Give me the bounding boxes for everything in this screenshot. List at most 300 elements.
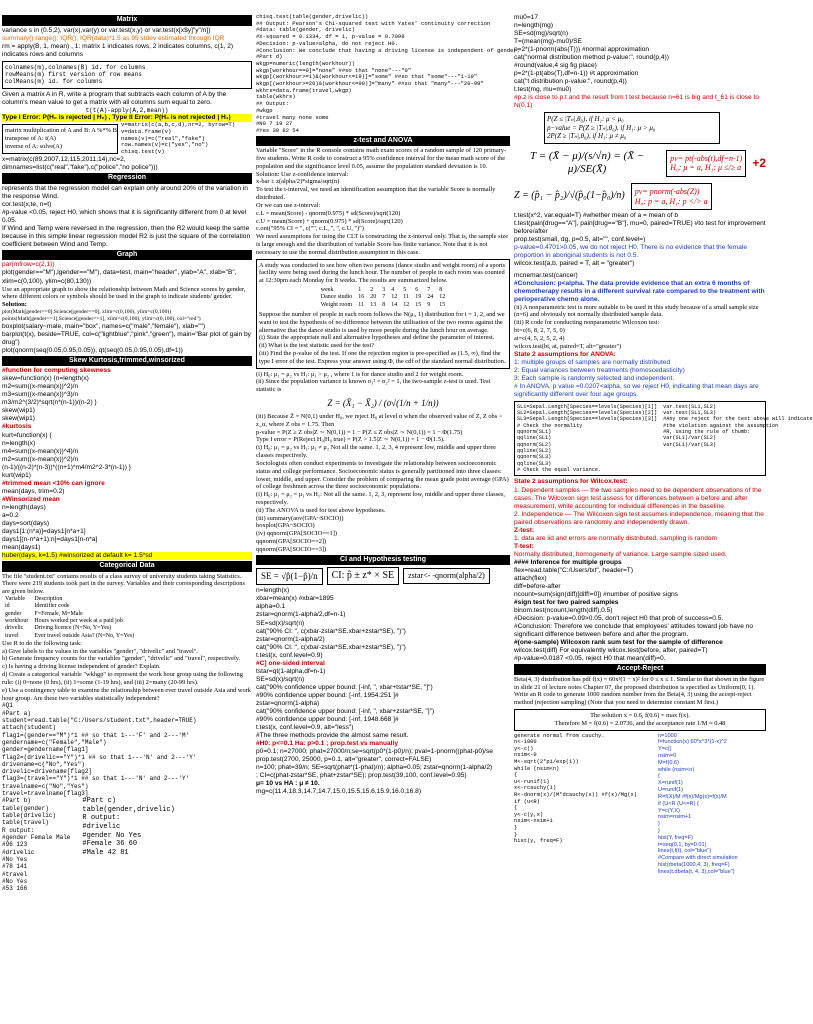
code-line: #X-squared = 0.1334, df = 1, p-value = 0.7099: [256, 33, 405, 41]
table-cell: 13: [370, 301, 377, 308]
pvalue-line: 2P(Z ≥ |Tₙ|,θ₀), if H₁: μ ≠ μ₀: [547, 132, 627, 141]
code-line: qqnorm(SL1): [517, 429, 552, 436]
table-cell: 12: [403, 301, 410, 308]
skew-code-line: huber(days, k=1.5) #winsorized at default k= 1.5*sd: [2, 552, 252, 560]
prop-line: n=100; phat=39/n; SE=sqrt(phat*(1-phat)/n); alpha=0.05; zstar=qnorm(1-alpha/2): [256, 764, 493, 772]
matrix-header: Matrix: [2, 15, 252, 26]
code-line: cat("normal distribution method p-value:", round(p,4)): [514, 54, 669, 62]
graph-line: Solution:: [2, 301, 27, 309]
t-pvalue-note: pv= pt(-abs(t),df=n-1): [670, 153, 743, 163]
skew-code-line: a=0.2: [2, 511, 19, 519]
table-cell: 14: [391, 301, 398, 308]
matrix-box-row: [2, 122, 252, 156]
table-cell: gender: [5, 610, 22, 617]
beta-m: Therefore M = f(0.6) = 2.0736, and the acceptance rate 1/M ≈ 0.48: [554, 719, 726, 727]
code-line: #Decision: p-value>alpha, do not reject H0.: [256, 39, 398, 47]
prop-line: mg=c(11.4,18.3,14.7,14.7,15.0,15.5,15.6,15.9,16.0,16.8): [256, 788, 422, 796]
table-cell: Hours worked per week at a paid job: [34, 617, 123, 624]
z-pvalue-note: pv= pnorm(-abs(Z)): [634, 186, 700, 196]
code-line: cat("90% CI: ", c(xbar-zstar*SE,xbar+zstar*SE), ")"): [256, 643, 406, 651]
code-line: M=f(0.6): [658, 759, 679, 766]
code-line: #gender Female Male: [2, 833, 71, 841]
table-cell: 8: [439, 287, 443, 293]
code-line: #Q1: [2, 702, 13, 710]
skew-code-line: #function for computing skewness: [2, 367, 111, 375]
skew-header: Skew Kurtosis,trimmed,winsorized: [2, 356, 252, 367]
graph-line: plot(gender=="M"),lgender=="M"), data=test, main="header", ylab="A", xlab="B", xlim=c(0,100), ylim=c(80,130)): [2, 269, 237, 285]
graph-line: Use an appropriate graph to show the relationship between Math and Science scores by gender, where different colors or symbols should be used in the graph to indicate students' gender.: [2, 285, 246, 301]
code-line: f=function(x) 60*x^3*(1-x)^2: [658, 739, 727, 746]
code-line: U=runif(1): [658, 787, 684, 794]
skew-code-line: (n-1)/((n-2)*(n-3))*((n+1)*m4/m2^2-3*(n-1)) }: [2, 463, 131, 471]
assumption-line: 2. Independence — The Wilcoxon sign test assumes independence, meaning that the paired observations are randomly and independently drawn.: [514, 510, 764, 526]
categorical-code-columns: [2, 797, 252, 892]
regression-line: If Wind and Temp were reversed in the regression, then the R2 would keep the same because in this simple linear regression model R2 is just the square of the correlation coefficient between Wind and Temp.: [2, 224, 251, 248]
code-line: v=data.frame(v): [121, 127, 172, 135]
solution-line: (i) H₀: μ₁ = μ₂ = μ₃ vs H₁: Not all the same. 1, 2, 3, represent low, middle and upper three classes, respectively.: [256, 491, 505, 506]
pvalue-line: p−value = P(Z ≥ |Tₙ|,θ₀), if H₁: μ > μ₀: [547, 123, 656, 132]
categorical-vars-table: [2, 596, 137, 640]
code-line: qqline(SL3): [517, 460, 552, 467]
code-line: #Part b): [2, 797, 31, 805]
table-cell: Variable: [5, 595, 25, 602]
plus-two-note: +2: [752, 156, 766, 171]
table-cell: Weight room: [320, 301, 353, 308]
code-line: Y=c(Y,X): [658, 807, 680, 814]
inference-line: #(one-sample) Wilcoxon rank sum test for the sample of difference: [514, 639, 723, 647]
skew-code-line: m3=sum((x-mean(x))^3)/n: [2, 391, 79, 399]
code-line: qqline(SL2): [517, 448, 552, 455]
code-line: SE=sd(mg)/sqrt(n): [514, 30, 569, 38]
column-3: [514, 14, 813, 1022]
t-formula: T = (X̄ − μ)/(s/√n) = (X̄ − μ)/SE(X̄): [530, 149, 645, 176]
ci-formula-row: [256, 567, 510, 585]
t-test-assumption: Normally distributed, homogeneity of variance. Large sample sized used.: [514, 550, 727, 558]
table-cell: Dance studio: [320, 294, 353, 301]
matrix-text-0: Given a matrix A in R, write a program that subtracts each column of A by the column's mean value to get a matrix with all columns sum equal to zero.: [2, 90, 227, 106]
code-line: student=read.table("C:/Users/student.txt",header=TRUE): [2, 716, 197, 724]
skew-list: [2, 367, 252, 560]
code-line: hist(y, freq=F): [514, 838, 563, 845]
table-cell: 11: [358, 301, 365, 308]
beta-code: [658, 733, 738, 876]
code-line: table(drivelic): [2, 812, 57, 820]
pvalue-line: P(Z ≤ |Tₙ|,θ₀), if H₁: μ < μ₀: [547, 115, 624, 124]
assumption-line: 3: Each sample is randomly selected and independent.: [514, 374, 675, 382]
code-line: cat("90% confidence upper bound: [-inf, ", xbar+zstar*SE, "]"): [256, 707, 435, 715]
code-line: gender=gendername[flag1]: [2, 746, 89, 754]
code-line: ## Output: Pearson's Chi-squared test with Yates' continuity correction: [256, 19, 491, 27]
categorical-tasks: [2, 640, 252, 703]
nonparametric-text: [514, 304, 766, 351]
code-line: table(wkhrs): [256, 93, 296, 101]
code-line: #90% confidence upper bound: [-inf, 1954.251 ]#: [256, 691, 399, 699]
table-cell: 8: [382, 301, 386, 308]
code-line: drivelic=drivename[flag2]: [2, 768, 93, 776]
matrix-code: [121, 122, 235, 156]
code-line: {: [658, 773, 660, 780]
problem-line: Suppose the number of people in each room follows the N(μᵢ, 1) distribution for i = 1, 2, and we want to test the hypothesis of no difference between the utilisation of the two rooms against the alternative that the dance studio is used by more people during the lunch hour on average.: [259, 310, 505, 334]
socio-solution: [256, 491, 510, 554]
table-cell: 12: [391, 294, 398, 301]
beta-problem: Beta(4, 3) distribution has pdf f(x) = 60x³(1 − x)² for 0 ≤ x ≤ 1. Similar to that shown in the figure in slide 21 of lecture notes Chapter 07, the proposed distribution is specified as Uniform(0, 1). Write an R code to generate 1000 random number from the Beta(4, 3) using the accept-reject method (rejection sampling) (Note that you need to determine constant M first.): [514, 675, 765, 707]
regression-line: cor.test(x,te, n=t): [2, 200, 52, 208]
inference-header: #### Inference for multiple groups: [514, 558, 622, 566]
z-test-assumption-header: Z-test:: [514, 526, 535, 534]
code-line: #travel many none some: [256, 113, 329, 121]
assumption-line: 1: multiple groups of samples are normally distributed: [514, 358, 671, 366]
categorical-header: Categorical Data: [2, 561, 252, 572]
solution-line: To test the t-interval, we need an identification assumption that the variable Score is normally distributed.: [256, 186, 496, 202]
code-line: while (nsim<n): [514, 765, 560, 772]
matrix-tail-1: dimnames=list(c("real","fake"),c("police","no police"))): [2, 164, 158, 172]
problem-line: (iii) Find the p-value of the test. If one the rejection region is pre-specified as (1.5, ∞), find the type I error of the test. Express your answer using Φ, the cdf of the standard normal distribution.: [259, 350, 506, 365]
z-formula-row: [514, 181, 766, 213]
accept-reject-header: Accept-Reject: [514, 664, 766, 675]
code-line: wkhrs=data.frame(travel,wkgp): [256, 86, 352, 94]
solution-line: c.L = mean(Score) - qnorm(0.975) * sd(Score)/sqrt(120): [256, 209, 401, 217]
skew-code-line: #Winsorized mean: [2, 495, 60, 503]
z-problem: Variable "Score" in the R console contains math exam scores of a random sample of 120 primary-five students. Write R code to construct a 95% confidence interval for the mean math score of the population and the significance level 0.05, assume the population standard deviation is 10.: [256, 147, 507, 170]
task-line: d) Create a categorical variable "wkhgp" to represent the work hour group using the following rule: (i) 0=none (0 hrs), (ii) 1=some (1-19 hrs), and (iii) 2=many (20-99 hrs).: [2, 671, 243, 686]
code-line: #C] one-sided interval: [256, 659, 325, 667]
code-line: R<-dnorm(x)/(M*dcauchy(x)) #f(x)/Mg(x): [514, 791, 637, 798]
code-line: travel=travelname[flag3]: [2, 790, 89, 798]
regression-header: Regression: [2, 173, 252, 184]
code-line: {: [514, 772, 518, 779]
inference-line: binom.test(ncount,length(diff),0.5): [514, 606, 613, 614]
code-line: if (u<R): [514, 798, 540, 805]
code-line: #90% confidence upper bound: [-inf, 1948.668 ]#: [256, 715, 399, 723]
beta-solution: The solution x = 0.6, f(0.6) = max f(x).: [590, 711, 690, 719]
code-line: #53 166: [2, 885, 28, 893]
solution-line: Or we can use z-interval:: [256, 201, 321, 209]
code-line: wkgp[(workhour>=20)&(workhour<=99)]="many" ##so that "many"---"20-99": [256, 80, 484, 88]
code-line: nsim<-nsim+1: [514, 818, 553, 825]
assumption-line: 1. Dependent samples — the two samples need to be dependent observations of the cases. The Wilcoxon sign test assess for differences between a before and after measurement, while accounting for individual differences in the baseline.: [514, 486, 762, 510]
test-line: p-value=0.4701>0.05, we do not reject H0. There is no evidence that the female proportion in aboriginal students is not 0.5.: [514, 244, 748, 260]
code-line: zstar=qnorm(1-alpha): [256, 699, 320, 707]
code-line: nsim<-0: [514, 752, 537, 759]
code-line: p=2*(1-pnorm(abs(T))) #normal approximation: [514, 46, 650, 54]
prop-line: prop.test(2700, 25000, p=0.1, alt="greater", correct=FALSE): [256, 756, 432, 764]
table-cell: travel: [5, 632, 19, 639]
problem-line: (i) State the appropriate null and alternative hypotheses and define the parameter of interest.: [259, 334, 495, 342]
code-line: cat("90% CI: ", c(xbar-zstar*SE,xbar+zstar*SE), ")"): [256, 627, 406, 635]
inference-line: wilcox.test(diff) For equivalently wilcox.test(before, after, paired=T): [514, 647, 708, 655]
matrix-table-row: colnames(m),colnames(B) id. for columns: [5, 63, 146, 71]
table-cell: 3: [382, 287, 386, 293]
graph-line: plot(qnorm(seq(0.05,0.95,0.05)), qt(seq(0.05,0.95,0.05),df=1)): [2, 346, 183, 354]
code-line: #the violation against the assumption: [663, 422, 779, 429]
code-line: zstar=qnorm(1-alpha/2,df=n-1): [256, 611, 346, 619]
matrix-tail-0: x=matrix(c(89,2007,12,115,2011,14),nc=2,: [2, 156, 126, 164]
code-line: xbar=mean(x) #xbar=1895: [256, 595, 334, 603]
inference-line: ncount=sum(sign(diff)[diff!=0]) #number of positive signs: [514, 590, 678, 598]
table-row: [2, 625, 137, 632]
code-line: M<-sqrt(2*pi/exp(1)): [514, 758, 579, 765]
code-line: qqline(SL1): [517, 435, 552, 442]
code-line: qqnorm(SL3): [517, 454, 552, 461]
table-cell: week: [320, 287, 334, 293]
table-cell: 20: [370, 294, 377, 301]
code-line: mu0=17: [514, 14, 539, 21]
code-line: #wkgp: [256, 106, 273, 114]
categorical-intro: The file "student.txt" contains results of a class survey of university students taking Statistics. There were 219 students took part in the survey. Variables and their corresponding descriptions are given below.: [2, 572, 245, 596]
regression-line: #p-value <0.05, reject H0, which shows that it is significantly different from 0 at level 0.05.: [2, 208, 247, 224]
skew-code-line: kurt=function(x) {: [2, 431, 52, 439]
code-line: #drivelic: [2, 848, 35, 856]
categorical-code-right: [82, 797, 174, 892]
matrix-box-line: transpose of A: t(A): [5, 134, 56, 142]
solution-line: p-value = P(Z ≥ Z obs|Z ∼ N(0,1)) = 1 − P(Z ≤ Z obs|Z ∼ N(0,1)) = 1 − Φ(1.75): [256, 428, 463, 436]
code-line: alpha=0.1: [256, 603, 286, 611]
z-test-header: z-test and ANOVA: [256, 136, 510, 147]
cauchy-code: [514, 733, 654, 876]
skew-code-line: n=length(x): [2, 439, 36, 447]
code-line: t.test(x, conf.level=0.9, alt="less"): [256, 723, 354, 731]
code-line: #R, using the rule of thumb:: [663, 429, 751, 436]
prop-line: p0=0.1; n=27000; phat=27000/n;se=sqrt(p0*(1-p0)/n); pval=1-pnorm((phat-p0)/se: [256, 748, 493, 755]
code-line: n<-1000: [514, 739, 537, 746]
code-line: #round(value,4 sig fig place): [514, 62, 597, 70]
solution-line: (ii) Since the population variance is known σ₁² = σ₂² = 1, the two-sample z-test is used. Test statistic is: [256, 378, 491, 394]
inference-line: #Decision: p-value=0.09>0.05, don't reject H0 that prob of success=0.5.: [514, 615, 724, 622]
test-line: prop.test(small, dg, p=0.5, alt="", conf.level=): [514, 236, 646, 244]
t-hypothesis-box: [666, 150, 746, 178]
table-cell: 11: [403, 294, 410, 301]
code-line: attach(student): [2, 724, 57, 732]
solution-line: c.U = mean(Score) + qnorm(0.975) * sd(Score)/sqrt(120): [256, 217, 403, 225]
socio-text: Sociologists often conduct experiments to investigate the relationship between socioeconomic status and college performance. Socioeconomic status is generally partitioned into three classes: lower, middle, and upper. Consider the problem of comparing the mean grade point average (GPA) of college freshmen across the three socioeconomic populations.: [256, 459, 509, 491]
skew-code-line: m3/m2^(3/2)*sqrt(n*(n-1))/(n-2) }: [2, 399, 97, 407]
graph-line: barplot(t(x), beside=TRUE, col=c("lightblue","pink","green"), main="Bar plot of gain by drug"): [2, 330, 251, 346]
code-line: #Female 36 60: [82, 840, 138, 849]
table-cell: Driving licence (N=No, Y=Yes): [34, 625, 112, 632]
beta-solution-box: [514, 709, 766, 731]
code-line: #p.z is close to p.t and the result from t test because n=61 is big and t_61 is close to N(0,1): [514, 94, 760, 110]
code-line: #96 123: [2, 841, 28, 849]
code-line: ## Output:: [256, 100, 290, 108]
test-line: t.test(x^2, var.equal=T) #whether mean of a = mean of b: [514, 212, 678, 220]
code-line: X=runif(1): [658, 780, 683, 787]
table-row: [318, 287, 449, 294]
code-line: SL2=Sepal.Length[Species==levels(Species)[2]]: [517, 410, 658, 417]
anova-assumptions: [514, 359, 766, 399]
code-line: }: [658, 827, 660, 834]
solution-line: We need assumptions for using the CLT is constructing the z-interval only. That is, the sample size is large enough and the distribution of variable Score has finite variance. Note that it is not necessary to use the normal distribution assumption in this case.: [256, 233, 509, 256]
matrix-ops-box: [2, 124, 118, 154]
code-line: table(travel): [2, 819, 49, 827]
nonpar-line: wilcox.test(bt, at, paired=T, alt="greater"): [514, 342, 622, 350]
code-line: flag1=(gender=="M")*1 ## so that 1---'F' and 2---'M': [2, 731, 190, 739]
table-cell: id: [5, 603, 10, 610]
solution-line: x-bar ± z(alpha/2)*sigma/sqrt(n): [256, 178, 340, 186]
z-hypothesis: H₀: p = a, H₁: p </> a: [634, 196, 708, 206]
code-line: flag2=(drivelic=="Y")*1 ## so that 1---'N' and 2---'Y': [2, 753, 197, 761]
solution-line: (iii) Because Z̄ = N(0,1) under H₀, we reject H₀ at level α when the observed value of Z, Z obs > z_α, where Z obs = 1.75. Then: [256, 413, 503, 428]
table-cell: 24: [427, 294, 434, 301]
table-cell: Identifier code: [34, 603, 70, 610]
task-line: b) Generate frequency counts for the variables "gender", "drivelic" and "travel", respectively.: [2, 655, 241, 663]
code-line: var(SL1)/var(SL3): [663, 441, 717, 448]
code-line: #78 141: [2, 863, 28, 871]
accept-reject-code: [514, 733, 766, 876]
code-line: #Yes 30 82 54: [256, 126, 299, 134]
code-line: chisq.test(table(gender,drivelic)): [256, 13, 369, 20]
ci-code: [256, 587, 510, 740]
table-cell: Description: [34, 595, 63, 602]
code-line: lines(t,dbeta(t, 4, 3),col="blue"): [658, 868, 735, 875]
code-line: Y=c(): [658, 746, 672, 753]
code-line: T=(mean(mg)-mu0)/SE: [514, 38, 582, 46]
matrix-box-line: matrix multiplication of A and B: A %*% B: [5, 127, 117, 134]
inference-line: attach(flex): [514, 574, 547, 582]
code-line: n=length(mg): [514, 22, 554, 30]
code-line: qqnorm(SL2): [517, 441, 552, 448]
code-line: SL3=Sepal.Length[Species==levels(Species)[3]]: [517, 416, 658, 423]
code-line: #No Yes: [2, 855, 28, 863]
code-line: hist(rbeta(1000,4, 3), freq=F): [658, 862, 730, 869]
code-line: # Check the equal variance.: [517, 467, 602, 474]
dance-solution: [256, 371, 510, 394]
code-line: while (nsim<n): [658, 766, 695, 773]
table-cell: 5: [403, 287, 407, 293]
code-line: # Check the normality: [517, 422, 583, 429]
table-cell: 4: [391, 287, 395, 293]
solution-line: qqnorm(GPA[SOCIO==2]): [256, 538, 327, 546]
graph-line: points(Math[gender==1],Science[gender==1], xlim=c(0,100), ylim=c(0,100), col="red"): [2, 315, 201, 322]
solution-line: c.ont("95% CI = ", c("", c.L, ", ", c.U, ")"): [256, 225, 364, 233]
skew-code-line: kurt(wip1): [2, 471, 31, 479]
code-line: hist(Y, freq=F): [658, 834, 693, 841]
anova-code-right: [663, 404, 812, 474]
table-row: [318, 302, 449, 309]
code-line: v=matrix(c(a,b,c,d),nr=2, byrow=T): [121, 121, 236, 128]
wilcox-assumptions-header: State 2 assumptions for Wilcox.test:: [514, 478, 628, 486]
table-cell: 15: [415, 301, 422, 308]
code-line: u<-runif(1): [514, 778, 550, 785]
code-line: lines(t,f(t), col="blue"): [658, 848, 712, 855]
graph-line: plot(Math[gender==0],Science[gender==0], xlim=c(0,100), ylim=c(0,100)): [2, 308, 172, 315]
code-line: var(SL1)/var(SL2): [663, 435, 717, 442]
categorical-code: [2, 702, 252, 797]
solution-line: (i) H₀: μ₁ = μ₂ vs H₁: μ₁ > μ₂ , where 1 is for dance studio and 2 for weight room.: [256, 370, 464, 378]
matrix-table-row: rowMeans(m) first version of row means: [5, 70, 142, 78]
skew-code-line: m2=sum((x-mean(x))^2)/n: [2, 455, 79, 463]
matrix-line-0: variance s in (0.5,2), var(x),var(y) or var.test(x,y) or var.test(x[x$y]"y"/n]): [2, 26, 211, 34]
code-line: x<-rcauchy(1): [514, 785, 557, 792]
two-sample-z-formula: Z = (X̄₁ − X̄₂) / (σ√(1/n + 1/n)): [327, 398, 439, 409]
code-line: t.test(mg, mu=mu0): [514, 86, 572, 94]
dance-problem-box: [256, 259, 510, 369]
code-line: zstar=qnorm(1-alpha/2): [256, 635, 325, 643]
code-line: cat("t distribution p-value:", round(p,4)): [514, 78, 627, 86]
code-line: #Male 42 81: [82, 848, 129, 857]
skew-code-line: #kurtosis: [2, 423, 32, 431]
solution-line: (ii) The ANOVA is used for test above hypotheses.: [256, 506, 386, 514]
code-line: }: [658, 821, 660, 828]
inference-line: flex=read.table("C:/Users/txt", header=T): [514, 566, 634, 574]
z-formula: Z = (p̂₁ − p̂₂)/√(p̂₀(1−p̂₀)/n): [514, 190, 625, 202]
solution-line: Type I error = P(Reject H₀|H₀ true) = P(Z > 1.5|Z ∼ N(0,1)) = 1 − Φ(1.5).: [256, 436, 445, 444]
code-line: SE=sd(x)/sqrt(n): [256, 619, 305, 627]
code-line: #The three methods provide the almost same result.: [256, 731, 409, 739]
code-line: #gender No Yes: [82, 831, 142, 840]
code-line: row.names(v)=c("yes","no"): [121, 141, 209, 149]
code-line: var.test(SL1,SL2): [663, 403, 717, 410]
chisq-code: [256, 13, 521, 135]
dance-solution-2: [256, 413, 510, 460]
table-cell: 1: [358, 287, 362, 293]
code-line: generate normal from cauchy.: [514, 732, 605, 739]
table-cell: 7: [427, 287, 431, 293]
code-line: drivename=c("No","Yes"): [2, 760, 85, 768]
table-cell: 7: [382, 294, 386, 301]
test-lines: [514, 212, 766, 268]
code-line: y<-c(y,x): [514, 811, 544, 818]
table-cell: 15: [439, 301, 446, 308]
mcnemar-line: mcnemar.test(cancer): [514, 271, 578, 279]
skew-code-line: skew(wip1): [2, 415, 35, 423]
matrix-line-2: rm = apply(B, 1, mean) , 1: matrix 1 indicates rows, 2 indicates columns, c(1, 2) indicates rows and columns: [2, 42, 234, 58]
nonpar-line: at=c(4, 5, 2, 5, 2, 4): [514, 334, 565, 342]
column-1: [2, 14, 252, 1022]
table-cell: 16: [358, 294, 365, 301]
code-line: var.test(SL1,SL3): [663, 410, 717, 417]
code-line: flag3=(travel=="Y")*1 ## so that 1---'N' and 2---'Y': [2, 775, 190, 783]
code-line: #data: table(gender, drivelic): [256, 26, 356, 34]
table-cell: 2: [370, 287, 374, 293]
code-line: table(gender,drivelic): [82, 805, 175, 814]
graph-header: Graph: [2, 250, 252, 261]
code-line: #No Yes: [2, 877, 28, 885]
table-row: [2, 633, 137, 640]
inference-line: #sign test for two paired samples: [514, 598, 619, 606]
code-line: nsim=0: [658, 753, 677, 760]
solution-line: (iv) qqnorm(GPA[SOCIO==1]): [256, 530, 337, 538]
skew-code-line: mean(days, trim=0.2): [2, 487, 65, 495]
matrix-table-row: colMeans(m) id. for columns: [5, 78, 103, 86]
skew-code-line: n=length(days): [2, 503, 46, 511]
z-test-assumption: 1. data are iid and errors are normally distributed, sampling is random: [514, 534, 718, 542]
code-line: n=1000: [658, 732, 677, 739]
code-line: travelname=c("No","Yes"): [2, 782, 89, 790]
skew-code-line: #trimmed mean <10% can ignore: [2, 479, 105, 487]
code-line: cat("90% confidence upper bound: [-inf, ", xbar+tstar*SE, "]"): [256, 683, 433, 691]
se-formula: SE = √p̂(1−p̂)/n: [256, 568, 323, 585]
wilcox-assumptions: [514, 487, 766, 527]
task-line: c) Is having a driving license independent of gender? Explain.: [2, 663, 161, 671]
solution-line: Solution: Use z-confidence interval:: [256, 170, 349, 178]
t-test-assumption-header: T-test:: [514, 542, 534, 550]
code-line: t.test(x, conf.level=0.9): [256, 651, 323, 659]
code-line: SE=sd(x)/sqrt(n): [256, 675, 305, 683]
code-line: #travel: [2, 870, 28, 878]
categorical-code-left: [2, 797, 70, 892]
table-cell: F=Female, M=Male: [34, 610, 83, 617]
table-cell: 9: [427, 301, 431, 308]
code-line: if (U<R (U<=R) {: [658, 800, 699, 807]
task-line: e) Use a contingency table to examine the relationship between ever travel outside Asia and work hour group. Are these two variables statistically independent?: [2, 686, 251, 702]
code-line: #Compare with direct simulation: [658, 855, 738, 862]
solution-line: (iii) summary(aov(GPA~SOCIO)): [256, 514, 344, 522]
nonpar-line: (iii) R code for conducting nonparametric Wilcoxon test:: [514, 319, 660, 327]
pvalue-box: [544, 112, 720, 144]
skew-code-line: m4=sum((x-mean(x))^4)/n: [2, 447, 79, 455]
code-line: }: [514, 824, 518, 831]
skew-code-line: days=sort(days): [2, 519, 50, 527]
